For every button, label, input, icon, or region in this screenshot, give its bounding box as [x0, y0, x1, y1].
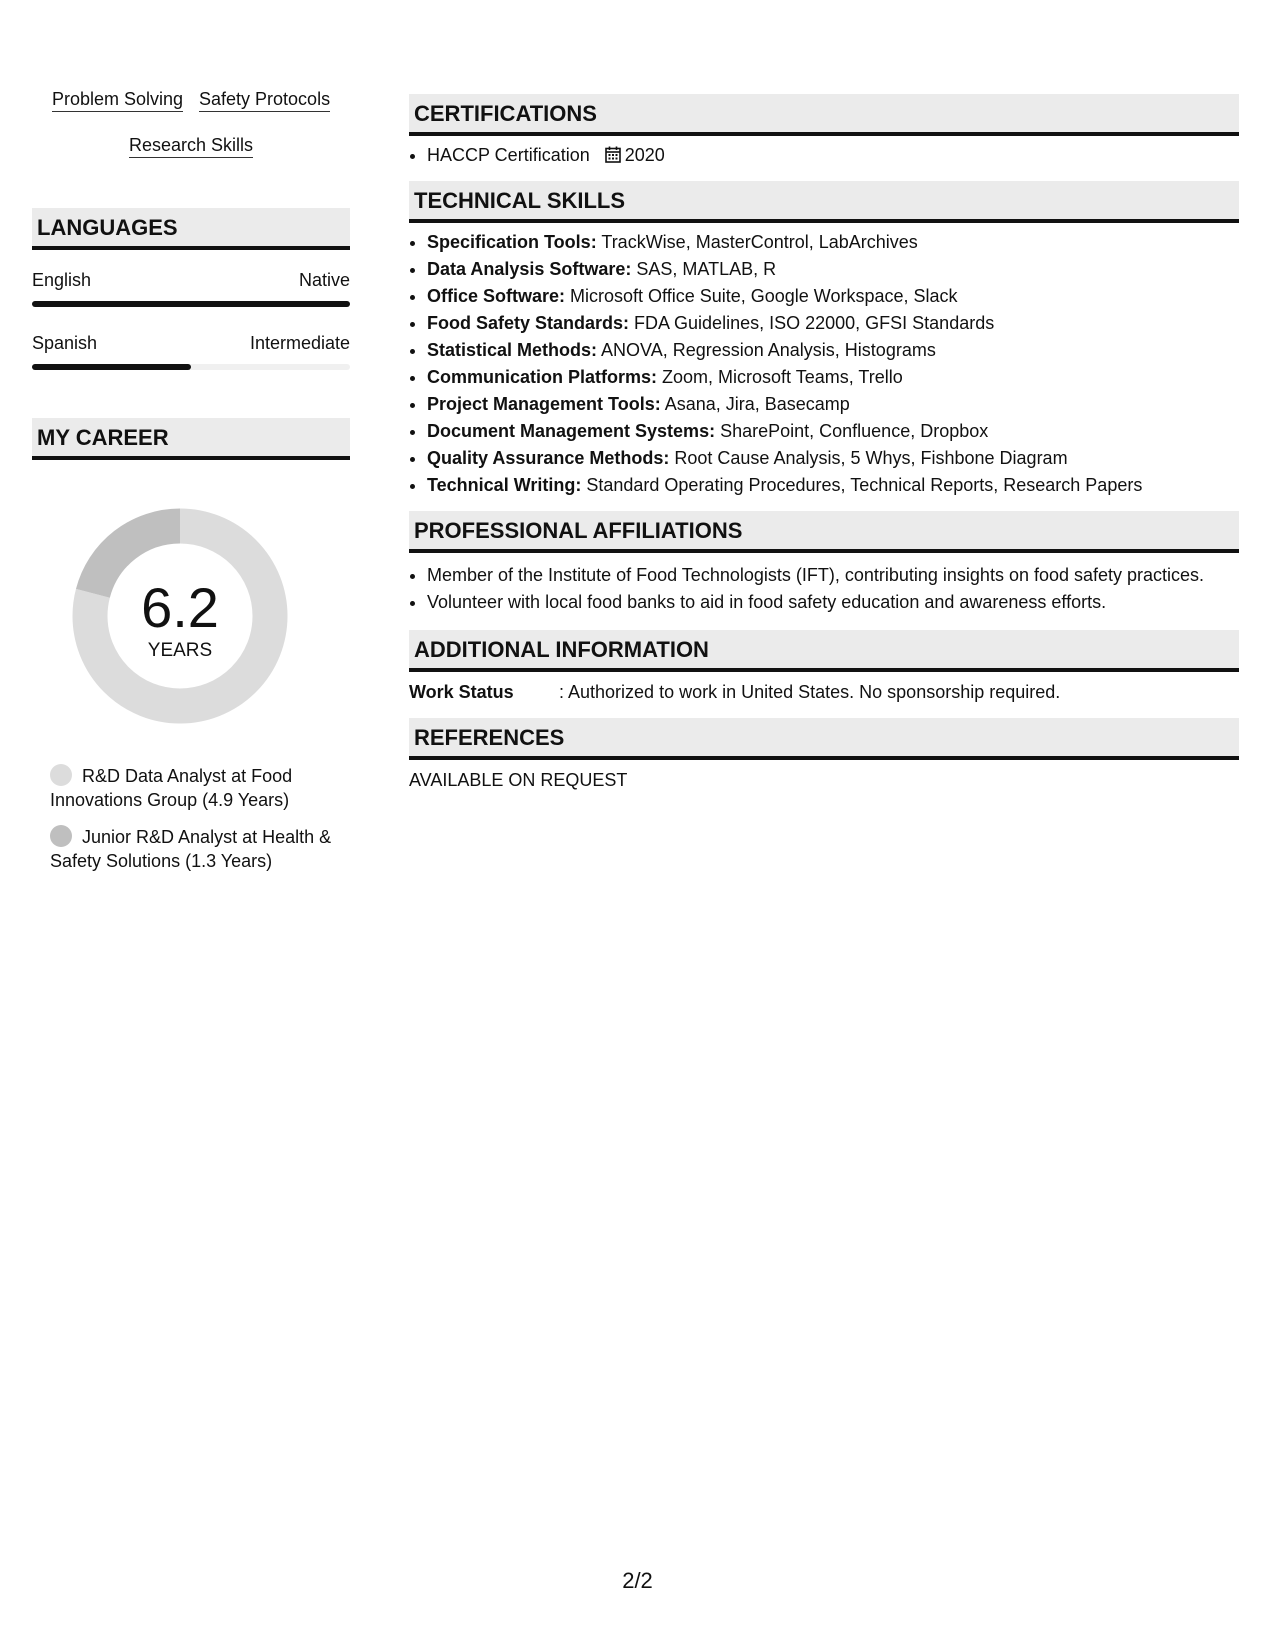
skill-value: TrackWise, MasterControl, LabArchives [596, 232, 918, 252]
skill-label: Specification Tools: [427, 232, 597, 252]
career-heading: MY CAREER [32, 418, 350, 460]
career-legend-item [50, 825, 350, 873]
language-name: English [32, 270, 92, 290]
career-job-label: R&D Data Analyst at Food Innovations Group (4.9 Years) [50, 766, 293, 810]
technical-skill-item [427, 337, 1239, 364]
left-column [32, 78, 350, 886]
legend-dot [50, 825, 72, 847]
technical-skill-item [427, 310, 1239, 337]
career-legend [32, 764, 350, 873]
language-level: Intermediate [249, 333, 350, 353]
language-level: Native [298, 270, 350, 290]
technical-skills-list [409, 229, 1239, 499]
languages-heading: LANGUAGES [32, 208, 350, 250]
skill-tag: Safety Protocols [199, 90, 330, 112]
calendar-icon [605, 146, 621, 163]
language-item [32, 270, 350, 307]
right-column [409, 94, 1239, 791]
skill-label: Statistical Methods: [427, 340, 598, 360]
legend-dot [50, 764, 72, 786]
languages-list [32, 270, 350, 370]
skill-value: Root Cause Analysis, 5 Whys, Fishbone Diagram [669, 448, 1068, 468]
language-name: Spanish [32, 333, 98, 353]
technical-skill-item [427, 283, 1239, 310]
career-legend-item [50, 764, 350, 812]
technical-skill-item [427, 391, 1239, 418]
affiliations-heading: PROFESSIONAL AFFILIATIONS [409, 511, 1239, 553]
work-status-label: Work Status [409, 682, 514, 702]
skill-label: Office Software: [427, 286, 566, 306]
certification-name: HACCP Certification [427, 145, 590, 165]
technical-skill-item [427, 445, 1239, 472]
language-item [32, 333, 350, 370]
certification-year: 2020 [624, 145, 665, 165]
certification-item [427, 142, 1239, 169]
skill-value: FDA Guidelines, ISO 22000, GFSI Standards [629, 313, 995, 333]
technical-skill-item [427, 472, 1239, 499]
career-total-number: 6.2 [141, 576, 219, 639]
skill-label: Document Management Systems: [427, 421, 716, 441]
additional-info-heading: ADDITIONAL INFORMATION [409, 630, 1239, 672]
skill-label: Project Management Tools: [427, 394, 661, 414]
skill-label: Technical Writing: [427, 475, 582, 495]
skill-tag: Problem Solving [52, 90, 183, 112]
skill-label: Data Analysis Software: [427, 259, 632, 279]
references-heading: REFERENCES [409, 718, 1239, 760]
certifications-heading: CERTIFICATIONS [409, 94, 1239, 136]
technical-skill-item [427, 229, 1239, 256]
skill-label: Communication Platforms: [427, 367, 658, 387]
technical-skill-item [427, 364, 1239, 391]
skill-value: SharePoint, Confluence, Dropbox [715, 421, 989, 441]
language-bar [32, 364, 350, 370]
skill-tags [32, 78, 350, 170]
language-bar-fill [32, 364, 191, 370]
career-donut-chart [66, 502, 294, 730]
technical-skill-item [427, 418, 1239, 445]
page-number: 2/2 [622, 1568, 653, 1593]
skill-label: Quality Assurance Methods: [427, 448, 670, 468]
skill-value: Asana, Jira, Basecamp [660, 394, 850, 414]
technical-skills-heading: TECHNICAL SKILLS [409, 181, 1239, 223]
career-total [66, 502, 294, 662]
affiliation-item: • Volunteer with local food banks to aid in food safety education and awareness efforts. [427, 590, 1239, 614]
skill-label: Food Safety Standards: [427, 313, 630, 333]
career-job-label: Junior R&D Analyst at Health & Safety Solutions (1.3 Years) [50, 827, 332, 871]
technical-skill-item [427, 256, 1239, 283]
career-total-unit: YEARS [147, 640, 213, 661]
skill-value: ANOVA, Regression Analysis, Histograms [597, 340, 936, 360]
work-status-row [409, 678, 1239, 706]
references-text: AVAILABLE ON REQUEST [409, 770, 628, 790]
affiliations-list [409, 563, 1239, 614]
skill-value: Standard Operating Procedures, Technical Reports, Research Papers [581, 475, 1143, 495]
skill-value: Zoom, Microsoft Teams, Trello [657, 367, 903, 387]
skill-value: Microsoft Office Suite, Google Workspace, Slack [565, 286, 958, 306]
work-status-value: : Authorized to work in United States. No sponsorship required. [559, 682, 1061, 702]
language-bar-fill [32, 301, 350, 307]
language-bar [32, 301, 350, 307]
skill-value: SAS, MATLAB, R [631, 259, 777, 279]
affiliation-item: • Member of the Institute of Food Technologists (IFT), contributing insights on food safety practices. [427, 563, 1239, 587]
skill-tag: Research Skills [129, 136, 253, 158]
certifications-list [409, 142, 1239, 169]
